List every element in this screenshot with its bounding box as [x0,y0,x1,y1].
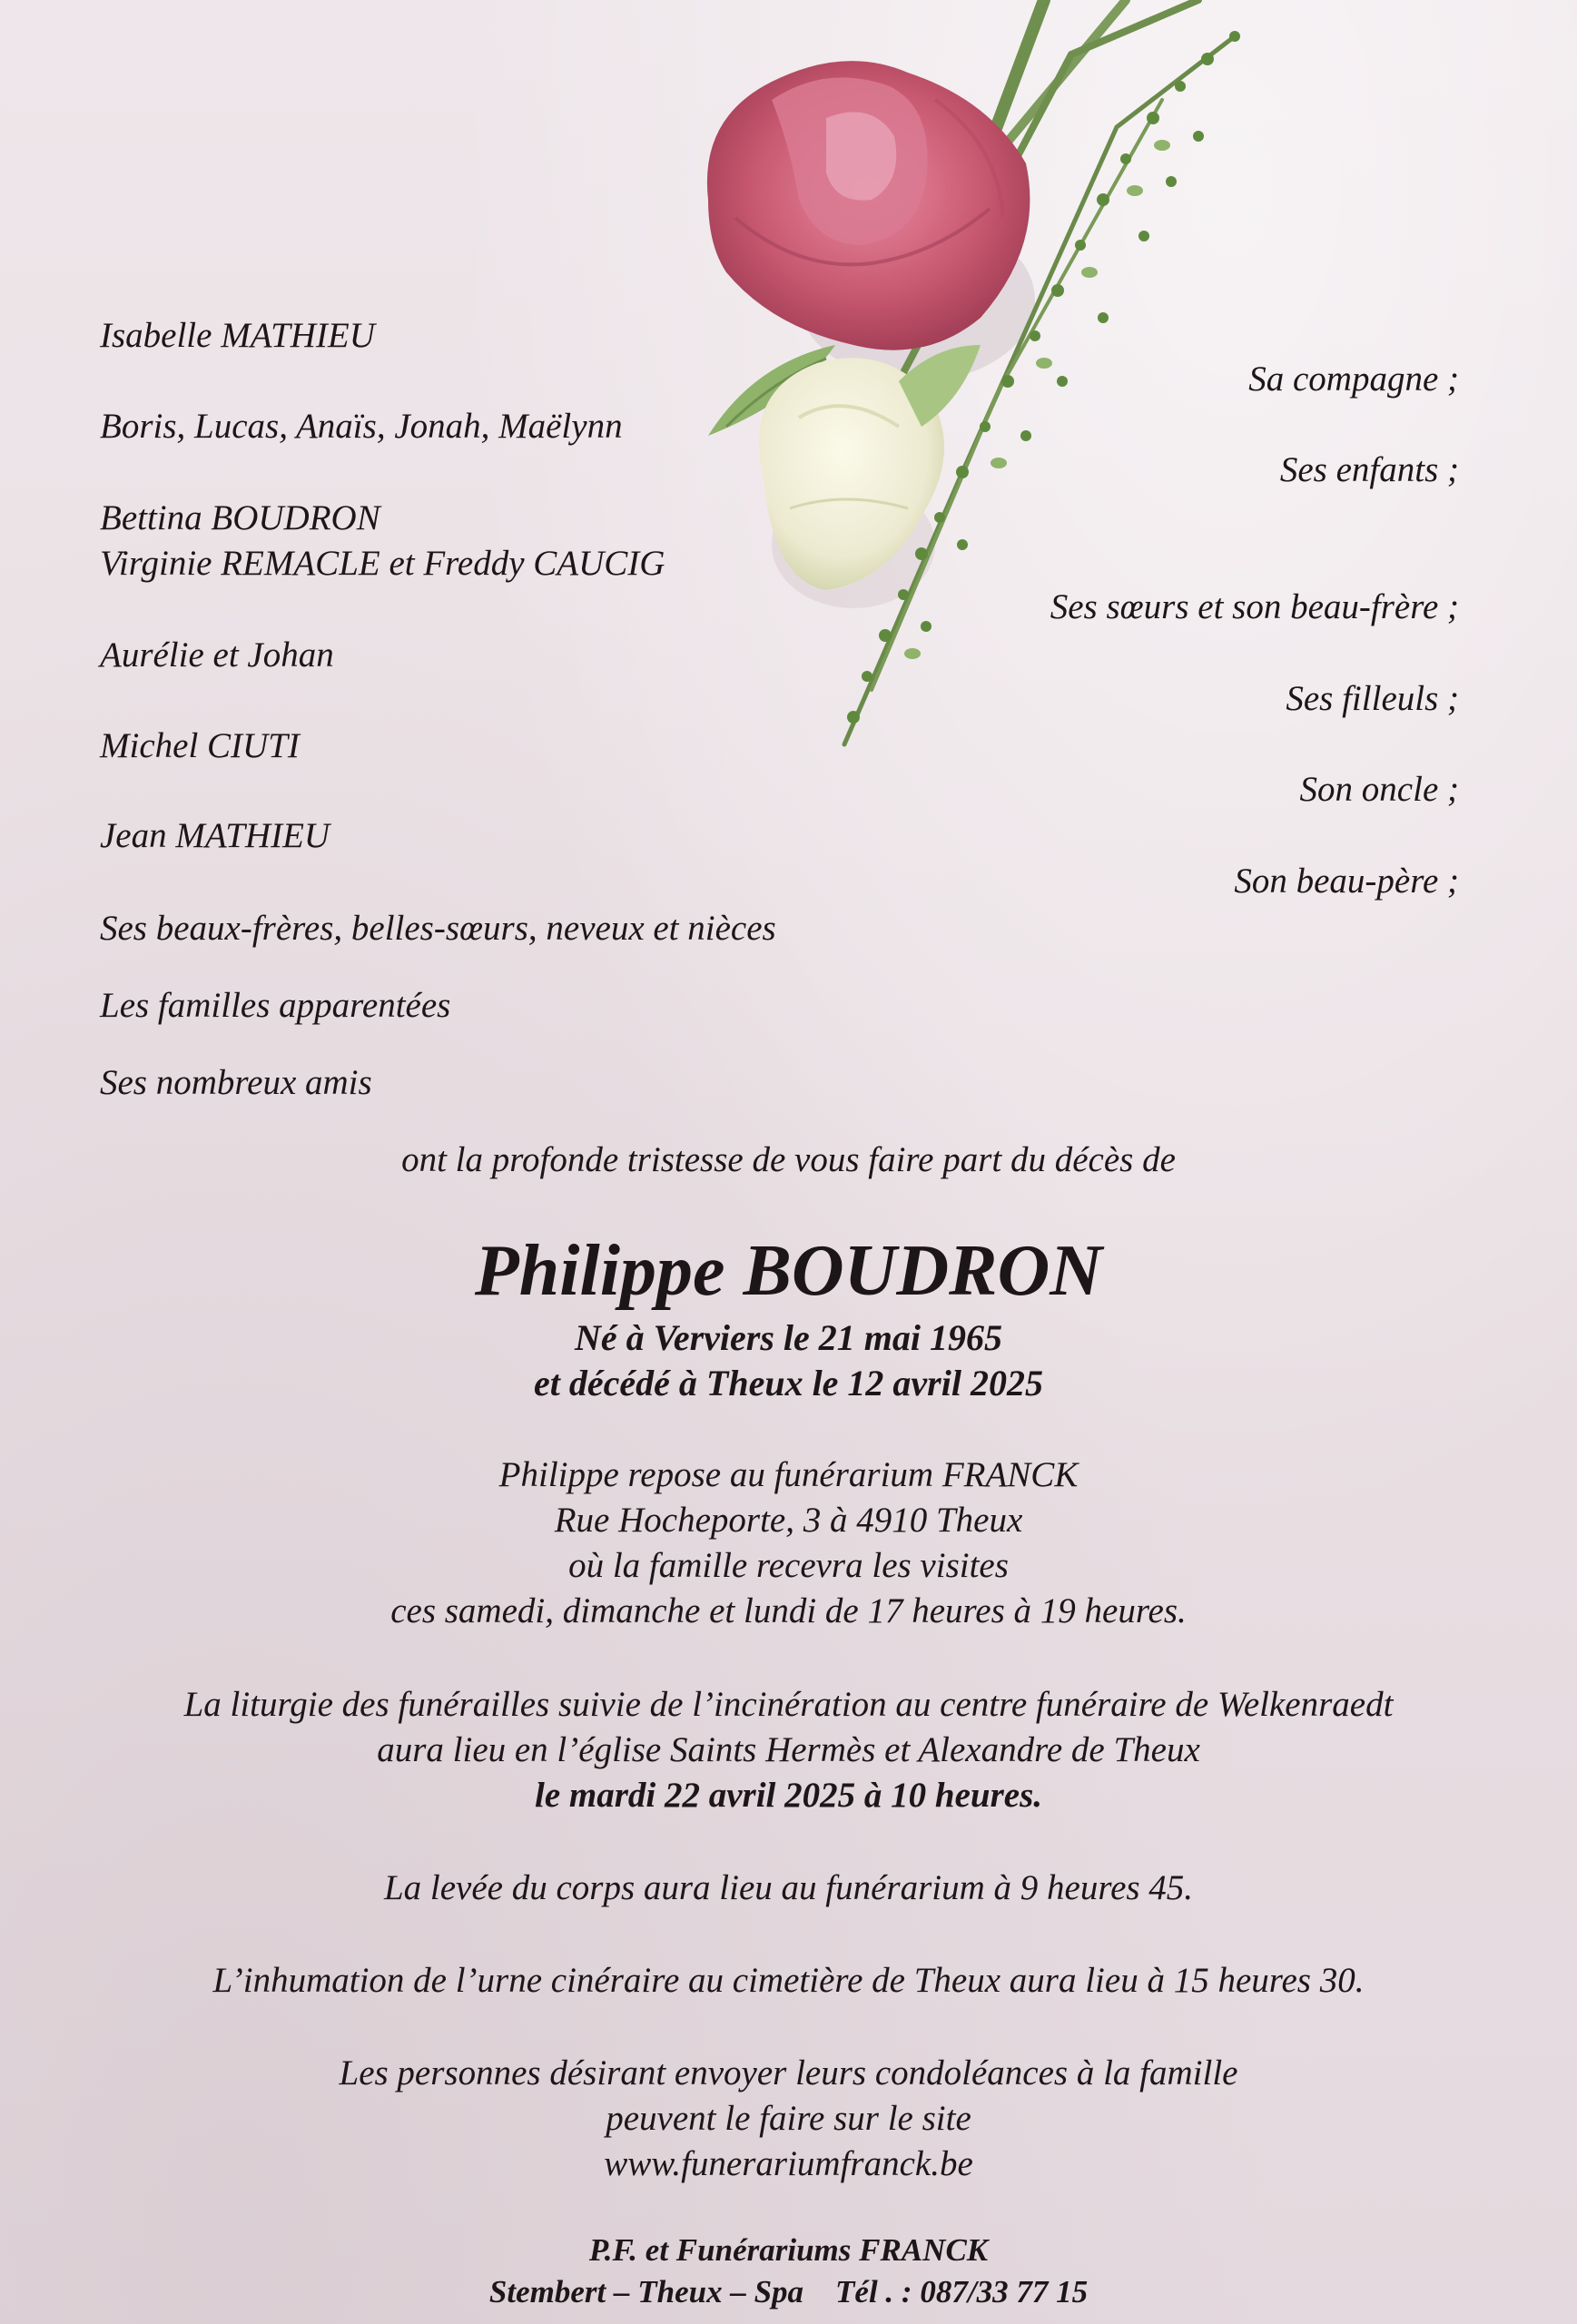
family-name-michel: Michel CIUTI [100,726,300,765]
relation-uncle: Son oncle ; [1299,770,1459,809]
footer-company: P.F. et Funérariums FRANCK [588,2232,989,2268]
family-name-aurelie-johan: Aurélie et Johan [100,635,334,675]
rose-flower-illustration [690,0,1307,781]
family-in-laws: Ses beaux-frères, belles-sœurs, neveux et nièces [100,909,776,948]
footer-phone: Tél . : 087/33 77 15 [835,2274,1089,2309]
levee-text: La levée du corps aura lieu au funérarium à 9 heures 45. [383,1868,1194,1907]
deceased-death: et décédé à Theux le 12 avril 2025 [534,1363,1043,1403]
family-name-isabelle: Isabelle MATHIEU [100,316,375,355]
visitation-line-2: Rue Hocheporte, 3 à 4910 Theux [554,1501,1023,1540]
condolences-website: www.funerariumfranck.be [604,2144,973,2183]
liturgy-date: le mardi 22 avril 2025 à 10 heures. [534,1776,1042,1815]
family-name-bettina: Bettina BOUDRON [100,498,380,537]
visitation-line-4: ces samedi, dimanche et lundi de 17 heures à 19 heures. [390,1591,1187,1630]
relation-father-in-law: Son beau-père ; [1234,862,1459,901]
liturgy-line-1: La liturgie des funérailles suivie de l’incinération au centre funéraire de Welkenraedt [183,1685,1394,1724]
relation-children: Ses enfants ; [1279,450,1459,489]
family-name-jean: Jean MATHIEU [100,816,330,855]
visitation-line-1: Philippe repose au funérarium FRANCK [498,1455,1079,1494]
family-friends: Ses nombreux amis [100,1063,372,1102]
family-name-children: Boris, Lucas, Anaïs, Jonah, Maëlynn [100,407,623,446]
inhumation-text: L’inhumation de l’urne cinéraire au cimetière de Theux aura lieu à 15 heures 30. [212,1961,1365,2000]
visitation-line-3: où la famille recevra les visites [568,1546,1009,1585]
deceased-birth: Né à Verviers le 21 mai 1965 [574,1317,1003,1358]
liturgy-line-2: aura lieu en l’église Saints Hermès et Alexandre de Theux [377,1730,1200,1769]
relation-companion: Sa compagne ; [1248,359,1459,399]
footer-contact [0,2271,1577,2313]
family-related: Les familles apparentées [100,986,451,1025]
deceased-name: Philippe BOUDRON [474,1231,1103,1311]
family-name-virginie-freddy: Virginie REMACLE et Freddy CAUCIG [100,544,665,583]
condolences-line-2: peuvent le faire sur le site [606,2099,971,2138]
relation-sisters: Ses sœurs et son beau-frère ; [1050,587,1459,626]
relation-godchildren: Ses filleuls ; [1286,679,1459,718]
condolences-line-1: Les personnes désirant envoyer leurs condoléances à la famille [339,2053,1238,2093]
announcement-text: ont la profonde tristesse de vous faire part du décès de [401,1140,1176,1179]
footer-locations: Stembert – Theux – Spa [488,2274,804,2309]
